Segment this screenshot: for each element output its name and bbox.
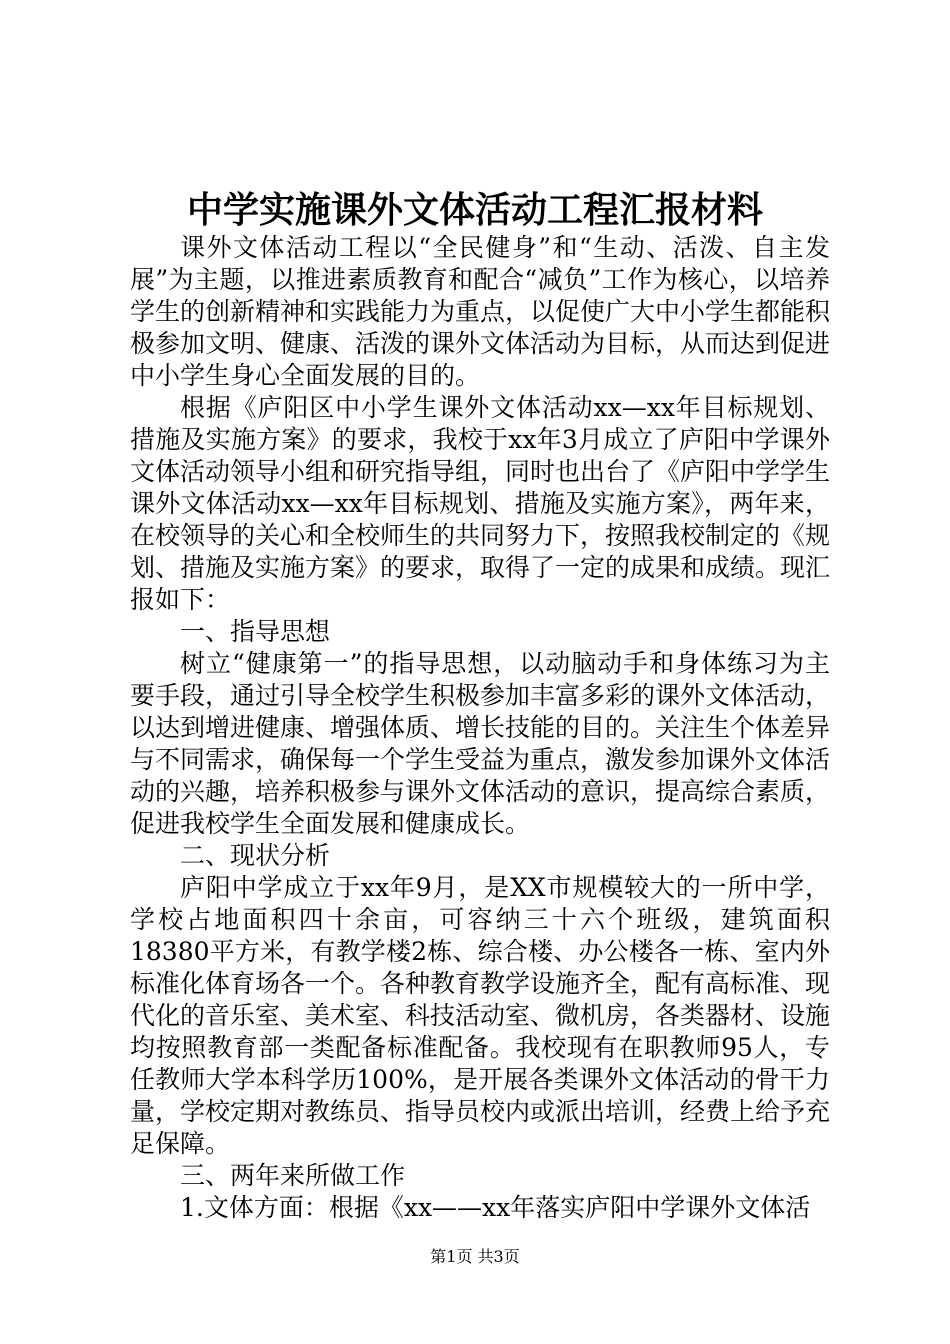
section-heading-guiding-ideology: 一、指导思想	[180, 617, 331, 646]
section-heading-work-done: 三、两年来所做工作	[180, 1161, 406, 1190]
section-heading-current-status: 二、现状分析	[180, 841, 331, 870]
paragraph-background: 根据《庐阳区中小学生课外文体活动xx—xx年目标规划、措施及实施方案》的要求，我校于xx年3月成立了庐阳中学课外文体活动领导小组和研究指导组，同时也出台了《庐阳中学学生课外文体活动xx—xx年目标规划、措施及实施方案》，两年来，在校领导的关心和全校师生的共同努力下，按照我校制定的《规划、措施及实施方案》的要求，取得了一定的成果和成绩。现汇报如下：	[130, 393, 831, 614]
paragraph-guiding-ideology: 树立“健康第一”的指导思想，以动脑动手和身体练习为主要手段，通过引导全校学生积极参加丰富多彩的课外文体活动，以达到增进健康、增强体质、增长技能的目的。关注生个体差异与不同需求，确保每一个学生受益为重点，激发参加课外文体活动的兴趣，培养积极参与课外文体活动的意识，提高综合素质，促进我校学生全面发展和健康成长。	[130, 649, 831, 838]
document-body	[130, 232, 830, 1224]
document-title: 中学实施课外文体活动工程汇报材料	[186, 189, 763, 231]
paragraph-current-status: 庐阳中学成立于xx年9月，是XX市规模较大的一所中学，学校占地面积四十余亩，可容纳三十六个班级，建筑面积18380平方米，有教学楼2栋、综合楼、办公楼各一栋、室内外标准化体育场各一个。各种教育教学设施齐全，配有高标准、现代化的音乐室、美术室、科技活动室、微机房，各类器材、设施均按照教育部一类配备标准配备。我校现有在职教师95人，专任教师大学本科学历100%，是开展各类课外文体活动的骨干力量，学校定期对教练员、指导员校内或派出培训，经费上给予充足保障。	[130, 873, 831, 1158]
paragraph-intro: 课外文体活动工程以“全民健身”和“生动、活泼、自主发展”为主题，以推进素质教育和配合“减负”工作为核心，以培养学生的创新精神和实践能力为重点，以促使广大中小学生都能积极参加文明、健康、活泼的课外文体活动为目标，从而达到促进中小学生身心全面发展的目的。	[130, 233, 831, 390]
paragraph-work-item-1: 1.文体方面：根据《xx——xx年落实庐阳中学课外文体活	[180, 1193, 811, 1222]
page-number-footer: 第1页 共3页	[430, 1247, 520, 1266]
